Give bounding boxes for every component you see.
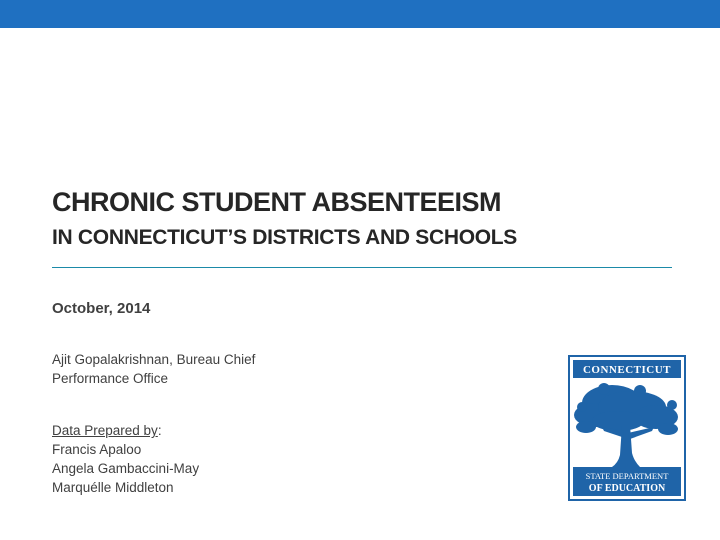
logo-line-2: OF EDUCATION: [588, 483, 666, 494]
presentation-date: October, 2014: [52, 300, 151, 317]
logo-top-text: CONNECTICUT: [582, 364, 672, 376]
prepared-by-colon: :: [157, 423, 162, 438]
slide-title: [52, 185, 692, 253]
prepared-by-block: [52, 421, 199, 497]
ct-state-department-of-education-logo: [568, 355, 686, 501]
logo-line-1: STATE DEPARTMENT: [585, 471, 669, 481]
preparer-name: Marquélle Middleton: [52, 480, 174, 495]
title-line-1: CHRONIC STUDENT ABSENTEEISM: [52, 187, 502, 217]
presenter-name-role: Ajit Gopalakrishnan, Bureau Chief: [52, 352, 256, 367]
title-divider: [52, 267, 672, 268]
prepared-by-heading: [52, 421, 199, 440]
prepared-by-label: Data Prepared by: [52, 423, 158, 438]
preparer-name: Angela Gambaccini-May: [52, 461, 200, 476]
title-line-2: IN CONNECTICUT’S DISTRICTS AND SCHOOLS: [52, 226, 517, 249]
presenter-block: [52, 350, 255, 388]
top-banner-bar: [0, 0, 720, 28]
presenter-office: Performance Office: [52, 371, 169, 386]
preparer-name: Francis Apaloo: [52, 442, 142, 457]
